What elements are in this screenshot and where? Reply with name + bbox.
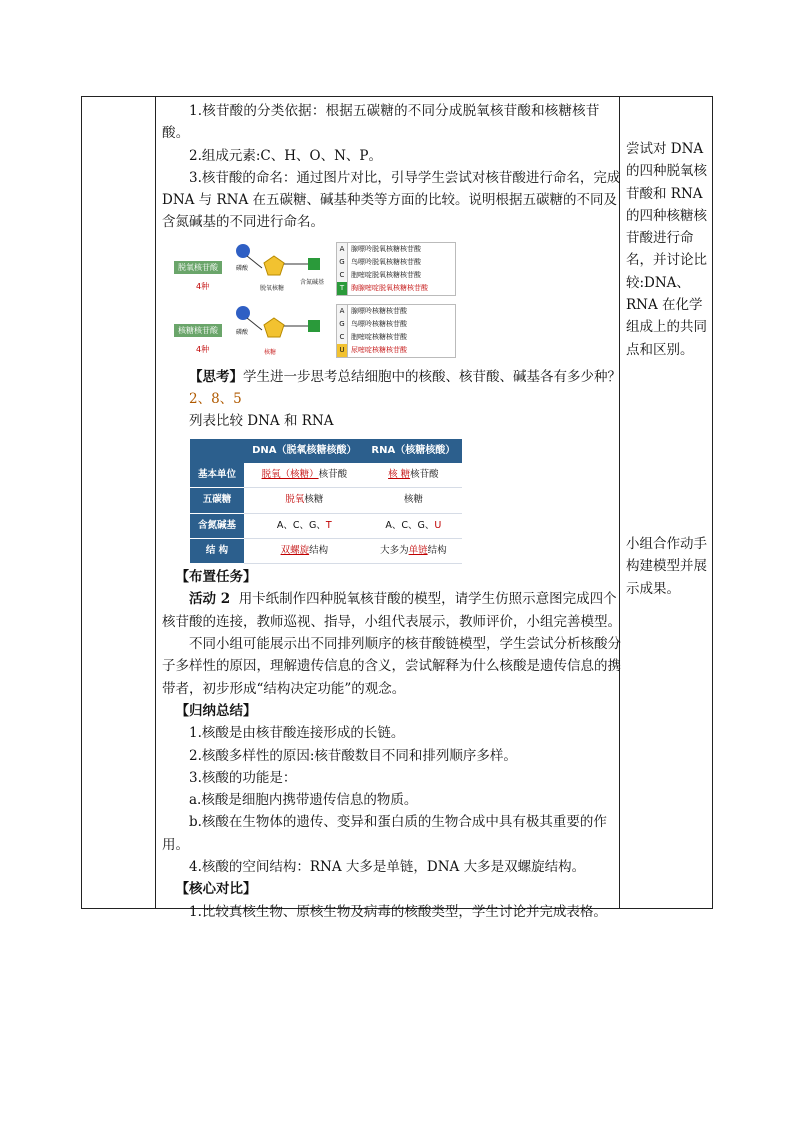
rna-count: 4种: [196, 344, 210, 354]
elements-paragraph: 2.组成元素:C、H、O、N、P。: [189, 147, 382, 164]
rna-base-list: [336, 304, 456, 358]
naming-paragraph: 3.核苷酸的命名：通过图片对比，引导学生尝试对核苷酸进行命名，完成 DNA 与 RNA 在五碳糖、碱基种类等方面的比较。说明根据五碳糖的不同及含氮碱基的不同进行命名。: [162, 169, 621, 231]
phosphate-circle: [236, 306, 250, 320]
table-row: 结 构 双螺旋结构 大多为单链结构: [190, 538, 462, 563]
phosphate-circle: [236, 244, 250, 258]
summary-heading: 【归纳总结】: [175, 702, 257, 719]
right-note-naming: 尝试对 DNA 的四种脱氧核苷酸和 RNA 的四种核糖核苷酸进行命名，并讨论比较:DNA、RNA 在化学组成上的共同点和区别。: [626, 141, 707, 358]
lesson-table: [81, 96, 713, 920]
phosphate-label: 磷酸: [236, 328, 249, 336]
rna-base-row: U 尿嘧啶核糖核苷酸: [337, 344, 455, 357]
dna-base-row: T 胸腺嘧啶脱氧核糖核苷酸: [337, 282, 455, 295]
column-divider: [155, 97, 156, 908]
ribose-pentagon: [264, 318, 284, 337]
rna-column-header: RNA（核糖核酸）: [365, 439, 462, 463]
rna-base-row: A 腺嘌呤核糖核苷酸: [337, 305, 455, 318]
core-heading: 【核心对比】: [175, 881, 257, 898]
dna-count: 4种: [196, 281, 210, 291]
dna-base-row: C 胞嘧啶脱氧核糖核苷酸: [337, 269, 455, 282]
dna-base-row: G 鸟嘌呤脱氧核糖核苷酸: [337, 256, 455, 269]
think-answer: 2、8、5: [189, 391, 242, 408]
table-row: 含氮碱基 A、C、G、T A、C、G、U: [190, 513, 462, 538]
base-square: [308, 258, 320, 270]
summary-item: b.核酸在生物体的遗传、变异和蛋白质的生物合成中具有极其重要的作用。: [162, 814, 607, 853]
summary-item: 3.核酸的功能是：: [189, 769, 297, 786]
classification-paragraph: 1.核苷酸的分类依据：根据五碳糖的不同分成脱氧核苷酸和核糖核苷酸。: [162, 103, 600, 142]
base-square: [308, 320, 320, 332]
dna-nucleotide-structure: [232, 242, 342, 292]
dna-nucleotide-tag: 脱氧核苷酸: [174, 261, 222, 274]
rna-nucleotide-structure: [232, 304, 342, 354]
base-label: 含氮碱基: [300, 278, 325, 286]
dna-base-row: A 腺嘌呤脱氧核糖核苷酸: [337, 243, 455, 256]
task-heading: 【布置任务】: [175, 569, 257, 586]
nucleotide-diagram: [174, 240, 458, 362]
table-row: 五碳糖 脱氧核糖 核糖: [190, 488, 462, 513]
core-item: 1.比较真核生物、原核生物及病毒的核酸类型，学生讨论并完成表格。: [189, 903, 607, 920]
table-row: 基本单位 脱氧（核糖）核苷酸 核 糖核苷酸: [190, 463, 462, 488]
diversity-paragraph: 不同小组可能展示出不同排列顺序的核苷酸链模型，学生尝试分析核酸分子多样性的原因，理解遗传信息的含义，尝试解释为什么核酸是遗传信息的携带者，初步形成“结构决定功能”的观念。: [162, 636, 621, 697]
rna-nucleotide-tag: 核糖核苷酸: [174, 324, 222, 337]
dna-sugar-label: 脱氧核糖: [260, 284, 285, 292]
think-paragraph: 【思考】学生进一步思考总结细胞中的核酸、核苷酸、碱基各有多少种？: [189, 368, 621, 385]
summary-item: 1.核酸是由核苷酸连接形成的长链。: [189, 725, 405, 742]
right-note-model: 小组合作动手构建模型并展示成果。: [626, 536, 707, 597]
compare-intro: 列表比较 DNA 和 RNA: [189, 413, 334, 430]
rna-base-row: G 鸟嘌呤核糖核苷酸: [337, 318, 455, 331]
dna-column-header: DNA（脱氧核糖核酸）: [244, 439, 365, 463]
activity-paragraph: 活动 2 用卡纸制作四种脱氧核苷酸的模型，请学生仿照示意图完成四个核苷酸的连接，教师巡视、指导，小组代表展示，教师评价，小组完善模型。: [162, 591, 621, 630]
deoxyribose-pentagon: [264, 256, 284, 275]
summary-item: 4.核酸的空间结构：RNA 大多是单链，DNA 大多是双螺旋结构。: [189, 859, 586, 876]
phosphate-label: 磷酸: [236, 264, 249, 272]
dna-base-list: [336, 242, 456, 296]
rna-base-row: C 胞嘧啶核糖核苷酸: [337, 331, 455, 344]
summary-item: a.核酸是细胞内携带遗传信息的物质。: [189, 792, 418, 809]
dna-rna-compare-table: [190, 439, 462, 564]
main-column: [162, 100, 622, 923]
rna-sugar-label: 核糖: [264, 348, 277, 356]
summary-item: 2.核酸多样性的原因:核苷酸数目不同和排列顺序多样。: [189, 747, 517, 764]
